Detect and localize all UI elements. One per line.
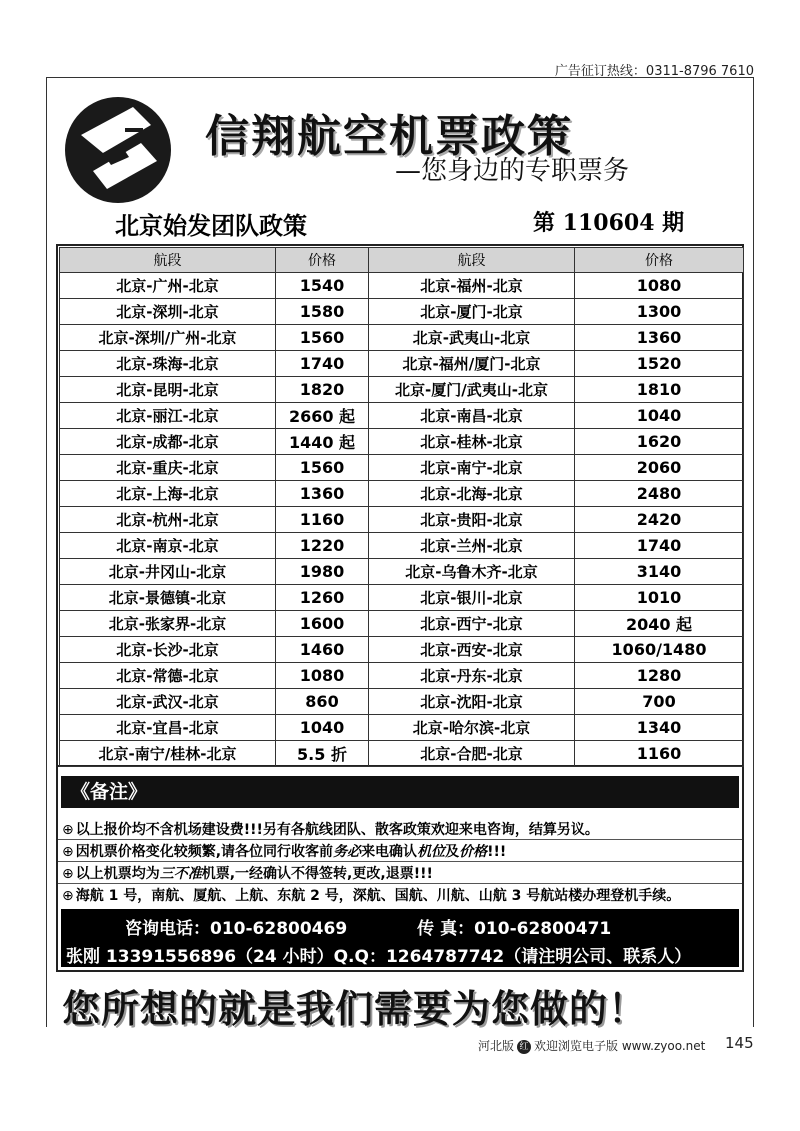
edition-label: 河北版 [478, 1039, 515, 1053]
note-emphasis: 价格 [459, 844, 488, 860]
table-row [60, 429, 744, 455]
route-cell: 北京-武夷山-北京 [369, 325, 575, 351]
fare-table [59, 247, 744, 767]
price-cell: 1220 [276, 533, 369, 559]
table-row [60, 273, 744, 299]
route-cell: 北京-成都-北京 [60, 429, 276, 455]
footer-welcome: 欢迎浏览电子版 www.zyoo.net [534, 1039, 706, 1053]
price-cell: 1080 [575, 273, 744, 299]
route-cell: 北京-上海-北京 [60, 481, 276, 507]
price-cell: 2480 [575, 481, 744, 507]
note-emphasis: 务必 [333, 844, 362, 860]
price-cell: 1600 [276, 611, 369, 637]
route-cell: 北京-西宁-北京 [369, 611, 575, 637]
note-text: 因机票价格变化较频繁,请各位同行收客前 [75, 844, 334, 860]
price-cell: 1460 [276, 637, 369, 663]
route-cell: 北京-广州-北京 [60, 273, 276, 299]
route-cell: 北京-桂林-北京 [369, 429, 575, 455]
price-cell: 1580 [276, 299, 369, 325]
price-cell: 1560 [276, 455, 369, 481]
route-cell: 北京-合肥-北京 [369, 741, 575, 767]
brand-slogan: —您身边的专职票务 [395, 156, 630, 186]
price-cell: 1810 [575, 377, 744, 403]
frame-right-line [753, 77, 754, 1027]
ad-hotline: 广告征订热线：0311-8796 7610 [554, 64, 754, 79]
price-cell: 1300 [575, 299, 744, 325]
price-cell: 1040 [276, 715, 369, 741]
route-cell: 北京-厦门/武夷山-北京 [369, 377, 575, 403]
note-text: 以上报价均不含机场建设费!!!另有各航线团队、散客政策欢迎来电咨询，结算另议。 [75, 822, 599, 838]
price-cell: 1160 [575, 741, 744, 767]
price-cell: 2660 起 [276, 403, 369, 429]
route-cell: 北京-深圳-北京 [60, 299, 276, 325]
page-footer [478, 1037, 705, 1054]
note-divider [58, 861, 742, 862]
route-cell: 北京-丽江-北京 [60, 403, 276, 429]
consult-phone: 咨询电话：010-62800469 [125, 919, 348, 939]
route-cell: 北京-乌鲁木齐-北京 [369, 559, 575, 585]
price-cell: 1620 [575, 429, 744, 455]
route-cell: 北京-武汉-北京 [60, 689, 276, 715]
price-cell: 1560 [276, 325, 369, 351]
route-cell: 北京-哈尔滨-北京 [369, 715, 575, 741]
note-text: 以上机票均为 [75, 866, 160, 882]
note-item [62, 841, 506, 861]
column-header-route: 航段 [369, 248, 575, 273]
column-header-price: 价格 [575, 248, 744, 273]
price-cell: 1740 [276, 351, 369, 377]
table-row [60, 689, 744, 715]
note-emphasis: 机位 [417, 844, 446, 860]
route-cell: 北京-南宁/桂林-北京 [60, 741, 276, 767]
price-cell: 1360 [575, 325, 744, 351]
note-divider [58, 839, 742, 840]
table-row [60, 299, 744, 325]
price-cell: 1040 [575, 403, 744, 429]
bottom-slogan: 您所想的就是我们需要为您做的！ [62, 987, 648, 1031]
route-cell: 北京-景德镇-北京 [60, 585, 276, 611]
fare-table-frame [56, 244, 744, 767]
column-header-price: 价格 [276, 248, 369, 273]
table-row [60, 559, 744, 585]
contact-row [125, 914, 611, 939]
table-header-row [60, 248, 744, 273]
price-cell: 1360 [276, 481, 369, 507]
price-cell: 1280 [575, 663, 744, 689]
price-cell: 1820 [276, 377, 369, 403]
price-cell: 1980 [276, 559, 369, 585]
note-text: !!! [487, 844, 507, 860]
route-cell: 北京-西安-北京 [369, 637, 575, 663]
route-cell: 北京-杭州-北京 [60, 507, 276, 533]
table-row [60, 533, 744, 559]
price-cell: 860 [276, 689, 369, 715]
policy-subtitle: 北京始发团队政策 [115, 212, 307, 240]
route-cell: 北京-南昌-北京 [369, 403, 575, 429]
route-cell: 北京-丹东-北京 [369, 663, 575, 689]
price-cell: 1340 [575, 715, 744, 741]
price-cell: 2060 [575, 455, 744, 481]
issue-number: 第 110604 期 [533, 210, 685, 236]
note-item [62, 819, 599, 839]
price-cell: 1440 起 [276, 429, 369, 455]
red-badge-icon: 红 [517, 1040, 531, 1054]
price-cell: 1260 [276, 585, 369, 611]
note-emphasis: 三不准 [159, 866, 202, 882]
company-logo-icon [63, 95, 173, 205]
route-cell: 北京-南京-北京 [60, 533, 276, 559]
fax-number: 传 真：010-62800471 [417, 919, 612, 939]
price-cell: 2420 [575, 507, 744, 533]
route-cell: 北京-深圳/广州-北京 [60, 325, 276, 351]
route-cell: 北京-重庆-北京 [60, 455, 276, 481]
note-item [62, 885, 680, 905]
price-cell: 1740 [575, 533, 744, 559]
route-cell: 北京-昆明-北京 [60, 377, 276, 403]
price-cell: 1080 [276, 663, 369, 689]
table-row [60, 455, 744, 481]
note-text: 来电确认 [361, 844, 418, 860]
circle-plus-icon: ⊕ [62, 822, 74, 838]
route-cell: 北京-长沙-北京 [60, 637, 276, 663]
table-row [60, 507, 744, 533]
frame-top-line [46, 77, 754, 78]
route-cell: 北京-北海-北京 [369, 481, 575, 507]
frame-left-line [46, 77, 47, 1027]
table-row [60, 715, 744, 741]
route-cell: 北京-贵阳-北京 [369, 507, 575, 533]
table-row [60, 611, 744, 637]
route-cell: 北京-厦门-北京 [369, 299, 575, 325]
table-row [60, 481, 744, 507]
table-row [60, 351, 744, 377]
table-row [60, 377, 744, 403]
note-text: 机票,一经确认不得签转,更改,退票!!! [201, 866, 433, 882]
table-row [60, 637, 744, 663]
price-cell: 1520 [575, 351, 744, 377]
contact-band [61, 909, 739, 967]
route-cell: 北京-井冈山-北京 [60, 559, 276, 585]
notes-section [56, 767, 744, 972]
price-cell: 5.5 折 [276, 741, 369, 767]
route-cell: 北京-常德-北京 [60, 663, 276, 689]
column-header-route: 航段 [60, 248, 276, 273]
page-number: 145 [725, 1034, 754, 1052]
price-cell: 1160 [276, 507, 369, 533]
route-cell: 北京-宜昌-北京 [60, 715, 276, 741]
route-cell: 北京-珠海-北京 [60, 351, 276, 377]
route-cell: 北京-兰州-北京 [369, 533, 575, 559]
table-row [60, 325, 744, 351]
route-cell: 北京-南宁-北京 [369, 455, 575, 481]
note-item [62, 863, 433, 883]
table-row [60, 585, 744, 611]
price-cell: 2040 起 [575, 611, 744, 637]
table-row [60, 741, 744, 767]
brand-title: 信翔航空机票政策 [205, 111, 573, 162]
route-cell: 北京-张家界-北京 [60, 611, 276, 637]
note-text: 海航 1 号，南航、厦航、上航、东航 2 号，深航、国航、川航、山航 3 号航站楼办理登机手续。 [75, 888, 681, 904]
route-cell: 北京-福州/厦门-北京 [369, 351, 575, 377]
circle-plus-icon: ⊕ [62, 866, 74, 882]
contact-person: 张刚 13391556896（24 小时）Q.Q：1264787742（请注明公司、联系人） [66, 947, 692, 967]
route-cell: 北京-银川-北京 [369, 585, 575, 611]
price-cell: 1010 [575, 585, 744, 611]
table-row [60, 403, 744, 429]
circle-plus-icon: ⊕ [62, 844, 74, 860]
circle-plus-icon: ⊕ [62, 888, 74, 904]
price-cell: 3140 [575, 559, 744, 585]
route-cell: 北京-沈阳-北京 [369, 689, 575, 715]
note-text: 及 [445, 844, 460, 860]
note-divider [58, 883, 742, 884]
table-row [60, 663, 744, 689]
price-cell: 700 [575, 689, 744, 715]
price-cell: 1060/1480 [575, 637, 744, 663]
price-cell: 1540 [276, 273, 369, 299]
route-cell: 北京-福州-北京 [369, 273, 575, 299]
notes-heading: 《备注》 [61, 776, 739, 808]
